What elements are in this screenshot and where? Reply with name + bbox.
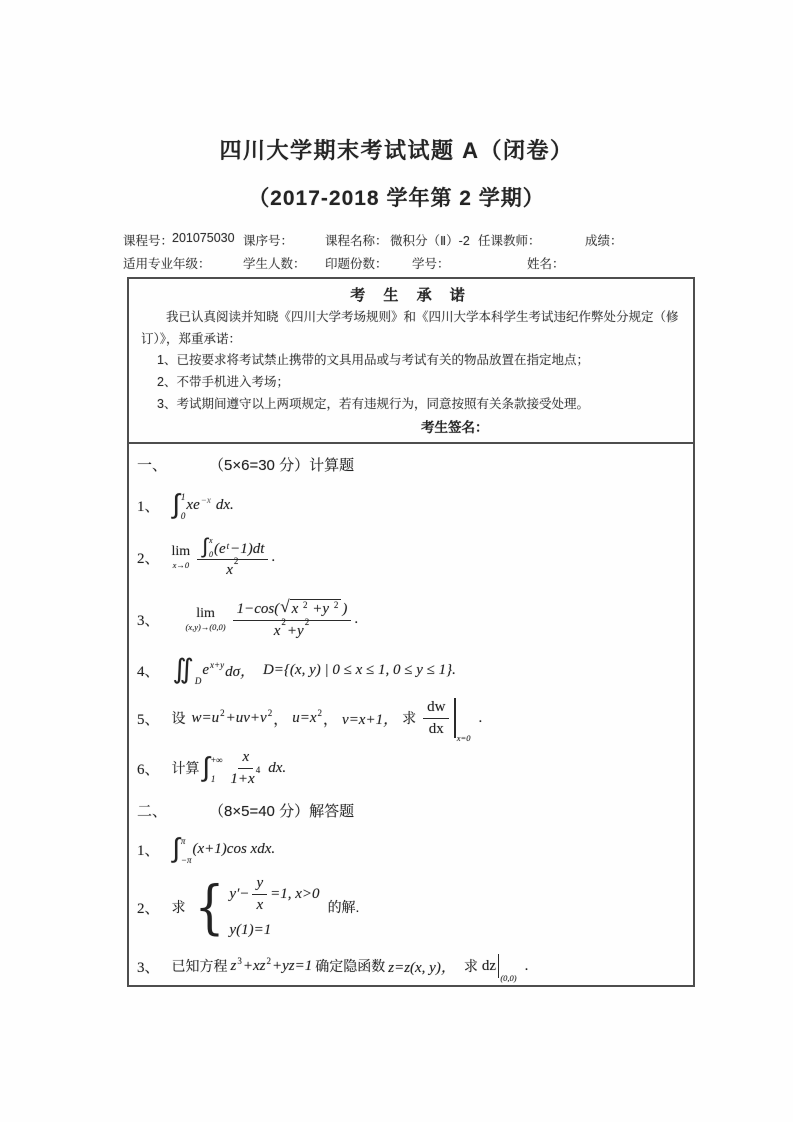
field-label-course-no: 课程号： bbox=[123, 234, 174, 248]
math-run: z bbox=[230, 957, 237, 974]
evaluation-subscript: (0,0) bbox=[500, 973, 517, 983]
integral bbox=[202, 533, 213, 560]
math-run: . bbox=[271, 548, 276, 565]
integral-upper-limit: 1 bbox=[180, 492, 186, 502]
evaluation-bar bbox=[498, 954, 517, 983]
integral-limits bbox=[209, 537, 213, 559]
math-sup: 2 bbox=[233, 556, 239, 567]
math-run: . bbox=[524, 957, 529, 974]
problem-row-2-1 bbox=[129, 830, 697, 868]
integral-domain-subscript: D bbox=[194, 676, 202, 686]
math-run: e bbox=[202, 661, 209, 678]
math-run: −1)dt bbox=[230, 540, 265, 557]
fraction-denominator bbox=[270, 616, 314, 640]
math-run: dx. bbox=[268, 759, 287, 776]
math-sup: t bbox=[226, 541, 230, 552]
math-run: xe bbox=[186, 496, 200, 513]
lim-text: lim bbox=[196, 605, 215, 621]
math-run: =1, x>0 bbox=[270, 885, 320, 902]
integral-sign: ∫ bbox=[172, 832, 180, 864]
section-1-heading bbox=[129, 452, 697, 476]
math-run: x bbox=[273, 622, 281, 639]
fraction bbox=[226, 749, 265, 787]
problem-row-1-3 bbox=[129, 590, 697, 648]
pledge-item-1: 1、已按要求将考试禁止携带的文具用品或与考试有关的物品放置在指定地点； bbox=[157, 353, 589, 367]
system-line-1 bbox=[229, 875, 319, 913]
fraction bbox=[252, 875, 267, 913]
lim-subscript: (x,y)→(0,0) bbox=[185, 621, 226, 632]
math-sup: 2 bbox=[220, 708, 225, 718]
field-label-course-name: 课程名称： bbox=[325, 234, 388, 248]
evaluation-subscript: x=0 bbox=[456, 733, 471, 743]
section-number: 二、 bbox=[137, 802, 168, 820]
fraction bbox=[233, 596, 352, 639]
math-run: +xz bbox=[242, 957, 266, 974]
radical-sign: √ bbox=[280, 596, 290, 616]
math-run: 1−cos( bbox=[236, 601, 280, 618]
integral-upper-limit: π bbox=[180, 836, 186, 846]
integral-upper-limit: +∞ bbox=[210, 755, 223, 765]
brace-glyph: { bbox=[194, 873, 224, 941]
math-run: x bbox=[226, 562, 233, 579]
section-2-heading bbox=[129, 798, 697, 822]
math-run: y′− bbox=[229, 885, 250, 902]
fraction-numerator: dw bbox=[423, 699, 449, 719]
math-sup: 4 bbox=[255, 764, 261, 775]
problem-number: 3、 bbox=[137, 612, 160, 629]
section-number: 一、 bbox=[137, 456, 168, 474]
pledge-title: 考 生 承 诺 bbox=[350, 287, 472, 304]
evaluation-bar-line bbox=[498, 954, 499, 978]
problem-row-1-2 bbox=[129, 528, 697, 586]
integral-limits bbox=[195, 658, 202, 686]
lim-subscript: x→0 bbox=[172, 559, 190, 570]
math-run: v=x+1， bbox=[342, 711, 399, 728]
field-label-teacher: 任课教师： bbox=[478, 234, 541, 248]
math-sup: 2 bbox=[333, 599, 339, 610]
math-run: . bbox=[478, 709, 483, 726]
math-run: (e bbox=[213, 540, 226, 557]
equation-system bbox=[229, 875, 319, 939]
info-row-2 bbox=[0, 254, 793, 274]
fraction-numerator: y bbox=[252, 875, 267, 895]
integral bbox=[202, 751, 223, 784]
integral-sign: ∫ bbox=[172, 488, 180, 520]
field-value-course-name: 微积分（Ⅱ）-2 bbox=[390, 234, 470, 248]
integral-lower-limit: 0 bbox=[208, 550, 213, 560]
fraction bbox=[423, 699, 449, 737]
fraction-denominator bbox=[226, 764, 265, 788]
math-sup: 3 bbox=[237, 956, 242, 966]
problem-text: 求 bbox=[463, 958, 478, 974]
problem-text: 计算 bbox=[171, 760, 200, 776]
problem-number: 1、 bbox=[137, 842, 160, 859]
pledge-item-2: 2、不带手机进入考场； bbox=[157, 375, 289, 389]
page-title: 四川大学期末考试试题 A（闭卷） bbox=[219, 138, 574, 163]
field-label-student-id: 学号： bbox=[412, 257, 450, 271]
math-run: w=u bbox=[191, 709, 220, 726]
integral-sign: ∫ bbox=[202, 533, 208, 558]
math-run: +y bbox=[312, 600, 330, 617]
math-run: dσ， bbox=[225, 663, 255, 680]
limit-operator bbox=[186, 607, 226, 632]
integral-lower-limit: −π bbox=[180, 855, 192, 865]
math-run: D={(x, y) | 0 ≤ x ≤ 1, 0 ≤ y ≤ 1}. bbox=[262, 661, 456, 678]
radicand bbox=[290, 599, 342, 618]
integral-limits bbox=[211, 756, 223, 784]
problem-number: 2、 bbox=[137, 900, 160, 917]
problem-row-2-2 bbox=[129, 870, 697, 944]
limit-operator bbox=[172, 545, 191, 570]
integral bbox=[172, 832, 192, 865]
math-sup: 2 bbox=[281, 616, 286, 627]
problems-box bbox=[127, 442, 695, 987]
pledge-item-3: 3、考试期间遵守以上两项规定，若有违规行为，同意按照有关条款接受处理。 bbox=[157, 397, 589, 411]
math-run: dz bbox=[481, 957, 497, 974]
fraction-numerator: x bbox=[238, 749, 253, 769]
problem-text: 已知方程 bbox=[171, 958, 228, 974]
problem-text: 求 bbox=[171, 899, 186, 915]
math-sup: 2 bbox=[317, 708, 323, 718]
evaluation-bar bbox=[454, 698, 471, 743]
problem-number: 1、 bbox=[137, 498, 160, 515]
pledge-signature-label: 考生签名： bbox=[421, 420, 489, 435]
section-title: （5×6=30 分）计算题 bbox=[209, 456, 355, 474]
integral bbox=[172, 488, 186, 521]
problem-text: 确定隐函数 bbox=[315, 958, 386, 974]
math-run: dx. bbox=[215, 496, 234, 513]
pledge-box bbox=[127, 277, 695, 444]
integral-limits bbox=[181, 837, 192, 865]
section-title: （8×5=40 分）解答题 bbox=[209, 802, 355, 820]
problem-row-1-6 bbox=[129, 744, 697, 792]
lim-text: lim bbox=[171, 543, 191, 559]
field-label-print-copies: 印题份数： bbox=[325, 257, 388, 271]
problem-row-1-5 bbox=[129, 694, 697, 742]
pledge-intro: 我已认真阅读并知晓《四川大学考场规则》和《四川大学本科学生考试违纪作弊处分规定（修订）》，郑重承诺： bbox=[141, 310, 679, 346]
math-run: +y bbox=[286, 622, 304, 639]
square-root bbox=[280, 596, 341, 618]
integral-sign: ∫ bbox=[202, 751, 210, 783]
problem-number: 6、 bbox=[137, 761, 160, 778]
math-run: +uv+v bbox=[225, 709, 267, 726]
math-sup: 2 bbox=[304, 616, 310, 627]
field-label-section-no: 课序号： bbox=[243, 234, 294, 248]
integral-upper-limit: x bbox=[208, 536, 213, 546]
fraction bbox=[197, 535, 268, 579]
math-run: ， bbox=[323, 711, 339, 728]
math-sup: 2 bbox=[266, 956, 271, 966]
fraction-denominator: x bbox=[256, 896, 264, 913]
page-subtitle: （2017-2018 学年第 2 学期） bbox=[248, 187, 545, 210]
double-integral bbox=[172, 653, 202, 686]
math-sup: −x bbox=[200, 495, 211, 505]
math-sup: 2 bbox=[303, 599, 308, 610]
problem-row-1-4 bbox=[129, 652, 697, 688]
problem-text: 求 bbox=[402, 710, 417, 726]
system-line-2: y(1)=1 bbox=[229, 922, 272, 938]
math-sup: 2 bbox=[267, 708, 273, 718]
evaluation-bar-line bbox=[454, 698, 455, 738]
integral-lower-limit: 0 bbox=[180, 511, 186, 521]
math-run: (x+1)cos xdx. bbox=[192, 840, 276, 857]
field-label-name: 姓名： bbox=[527, 257, 565, 271]
info-row-1 bbox=[0, 231, 793, 251]
fraction-denominator: dx bbox=[428, 720, 444, 737]
double-integral-sign: ∬ bbox=[172, 653, 194, 685]
math-sup: x+y bbox=[210, 660, 225, 670]
fraction-numerator bbox=[197, 535, 268, 560]
problem-number: 2、 bbox=[137, 550, 160, 567]
integral-limits bbox=[181, 493, 186, 521]
problem-text: 设 bbox=[171, 710, 186, 726]
math-run: z=z(x, y)， bbox=[388, 959, 456, 976]
problem-number: 5、 bbox=[137, 711, 160, 728]
math-run: u=x bbox=[292, 709, 317, 726]
problem-row-2-3 bbox=[129, 948, 697, 984]
math-run: 1+x bbox=[230, 770, 255, 787]
fraction-denominator bbox=[222, 556, 243, 579]
math-run: ， bbox=[273, 711, 289, 728]
problem-number: 4、 bbox=[137, 663, 160, 680]
math-run: x bbox=[291, 600, 299, 617]
field-value-course-no: 201075030 bbox=[172, 231, 235, 245]
problem-number: 3、 bbox=[137, 959, 160, 976]
field-label-score: 成绩： bbox=[585, 234, 623, 248]
math-run: ) bbox=[342, 601, 348, 618]
fraction-numerator bbox=[233, 596, 352, 621]
field-label-student-count: 学生人数： bbox=[243, 257, 306, 271]
field-label-major-grade: 适用专业年级： bbox=[123, 257, 211, 271]
problem-text: 的解. bbox=[327, 899, 360, 915]
math-run: . bbox=[354, 610, 359, 627]
problem-row-1-1 bbox=[129, 486, 697, 524]
math-run: +yz=1 bbox=[271, 957, 313, 974]
integral-lower-limit: 1 bbox=[210, 774, 216, 784]
